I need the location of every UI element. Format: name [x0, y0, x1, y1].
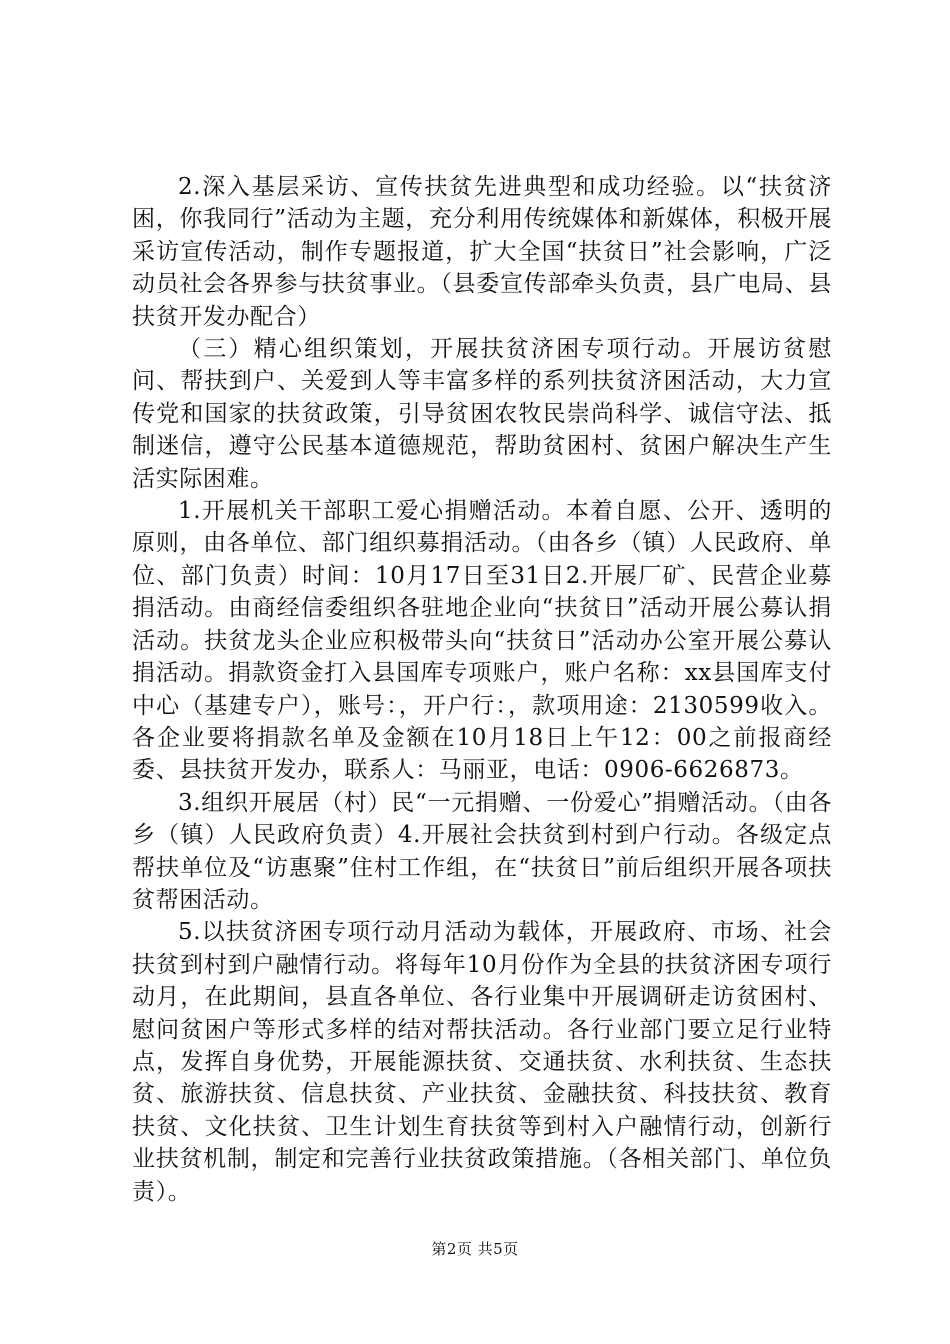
- paragraph-donation-activities: 1.开展机关干部职工爱心捐赠活动。本着自愿、公开、透明的原则，由各单位、部门组织募捐活动。（由各乡（镇）人民政府、单位、部门负责）时间：10月17日至31日2.开展厂矿、民营企业募捐活动。由商经信委组织各驻地企业向“扶贫日”活动开展公募认捐活动。扶贫龙头企业应积极带头向“扶贫日”活动办公室开展公募认捐活动。捐款资金打入县国库专项账户，账户名称：xx县国库支付中心（基建专户），账号：，开户行：，款项用途：2130599收入。各企业要将捐款名单及金额在10月18日上午12：00之前报商经委、县扶贫开发办，联系人：马丽亚，电话：0906-6626873。: [132, 498, 832, 784]
- paragraph-resident-donation: 3.组织开展居（村）民“一元捐赠、一份爱心”捐赠活动。（由各乡（镇）人民政府负责）4.开展社会扶贫到村到户行动。各级定点帮扶单位及“访惠聚”住村工作组，在“扶贫日”前后组织开展各项扶贫帮困活动。: [132, 789, 832, 913]
- document-body: [132, 171, 832, 1208]
- page-number: 第2页 共5页: [431, 1240, 519, 1258]
- paragraph-special-action-month: 5.以扶贫济困专项行动月活动为载体，开展政府、市场、社会扶贫到村到户融情行动。将每年10月份作为全县的扶贫济困专项行动月，在此期间，县直各单位、各行业集中开展调研走访贫困村、慰问贫困户等形式多样的结对帮扶活动。各行业部门要立足行业特点，发挥自身优势，开展能源扶贫、交通扶贫、水利扶贫、生态扶贫、旅游扶贫、信息扶贫、产业扶贫、金融扶贫、科技扶贫、教育扶贫、文化扶贫、卫生计划生育扶贫等到村入户融情行动，创新行业扶贫机制，制定和完善行业扶贫政策措施。（各相关部门、单位负责）。: [132, 919, 832, 1205]
- paragraph-section-three: （三）精心组织策划，开展扶贫济困专项行动。开展访贫慰问、帮扶到户、关爱到人等丰富多样的系列扶贫济困活动，大力宣传党和国家的扶贫政策，引导贫困农牧民崇尚科学、诚信守法、抵制迷信，遵守公民基本道德规范，帮助贫困村、贫困户解决生产生活实际困难。: [132, 336, 832, 492]
- paragraph-publicity: 2.深入基层采访、宣传扶贫先进典型和成功经验。以“扶贫济困，你我同行”活动为主题，充分利用传统媒体和新媒体，积极开展采访宣传活动，制作专题报道，扩大全国“扶贫日”社会影响，广泛动员社会各界参与扶贫事业。（县委宣传部牵头负责，县广电局、县扶贫开发办配合）: [132, 174, 832, 330]
